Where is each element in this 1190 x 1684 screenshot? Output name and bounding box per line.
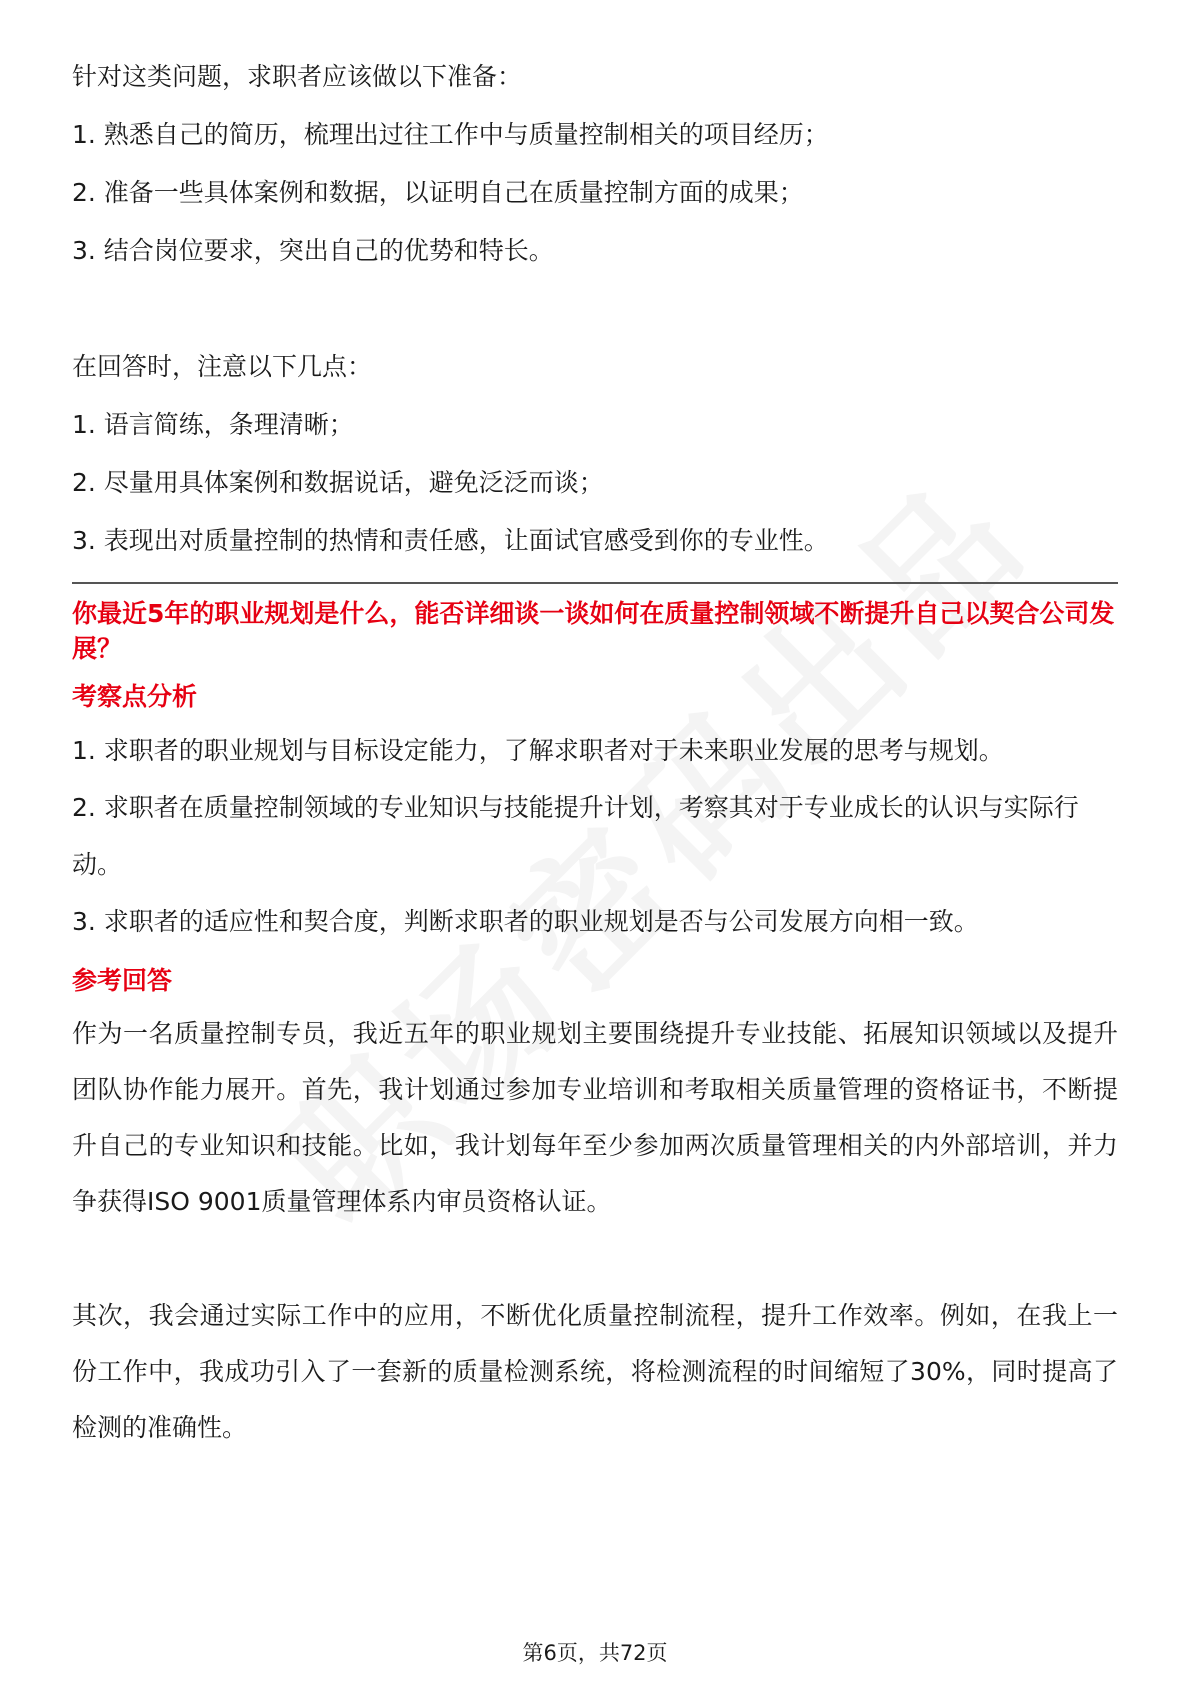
analysis-item: 2. 求职者在质量控制领域的专业知识与技能提升计划，考察其对于专业成长的认识与实际行动。 bbox=[72, 793, 1079, 879]
intro-item: 1. 熟悉自己的简历，梳理出过往工作中与质量控制相关的项目经历； bbox=[72, 120, 829, 149]
tips-item: 2. 尽量用具体案例和数据说话，避免泛泛而谈； bbox=[72, 468, 604, 497]
analysis-heading: 考察点分析 bbox=[72, 682, 198, 711]
tips-item: 1. 语言简练，条理清晰； bbox=[72, 410, 354, 439]
blank-line bbox=[72, 1230, 1118, 1288]
reference-paragraph: 作为一名质量控制专员，我近五年的职业规划主要围绕提升专业技能、拓展知识领域以及提升团队协作能力展开。首先，我计划通过参加专业培训和考取相关质量管理的资格证书，不断提升自己的专业知识和技能。比如，我计划每年至少参加两次质量管理相关的内外部培训，并力争获得ISO 9001质量管理体系内审员资格认证。 bbox=[72, 1019, 1118, 1216]
intro-lead: 针对这类问题，求职者应该做以下准备： bbox=[72, 62, 523, 91]
page-number: 第6页，共72页 bbox=[522, 1641, 668, 1665]
intro-item: 3. 结合岗位要求，突出自己的优势和特长。 bbox=[72, 236, 554, 265]
analysis-item: 3. 求职者的适应性和契合度，判断求职者的职业规划是否与公司发展方向相一致。 bbox=[72, 907, 979, 936]
intro-item: 2. 准备一些具体案例和数据，以证明自己在质量控制方面的成果； bbox=[72, 178, 804, 207]
tips-lead: 在回答时，注意以下几点： bbox=[72, 352, 373, 381]
reference-paragraph: 其次，我会通过实际工作中的应用，不断优化质量控制流程，提升工作效率。例如，在我上一份工作中，我成功引入了一套新的质量检测系统，将检测流程的时间缩短了30%，同时提高了检测的准确性。 bbox=[72, 1301, 1118, 1442]
section-divider bbox=[72, 582, 1118, 584]
question-title: 你最近5年的职业规划是什么，能否详细谈一谈如何在质量控制领域不断提升自己以契合公司发展？ bbox=[72, 599, 1115, 663]
page-content bbox=[72, 48, 1118, 1456]
analysis-item: 1. 求职者的职业规划与目标设定能力，了解求职者对于未来职业发展的思考与规划。 bbox=[72, 736, 1004, 765]
reference-heading: 参考回答 bbox=[72, 966, 173, 995]
tips-item: 3. 表现出对质量控制的热情和责任感，让面试官感受到你的专业性。 bbox=[72, 526, 829, 555]
blank-line bbox=[72, 280, 1118, 338]
